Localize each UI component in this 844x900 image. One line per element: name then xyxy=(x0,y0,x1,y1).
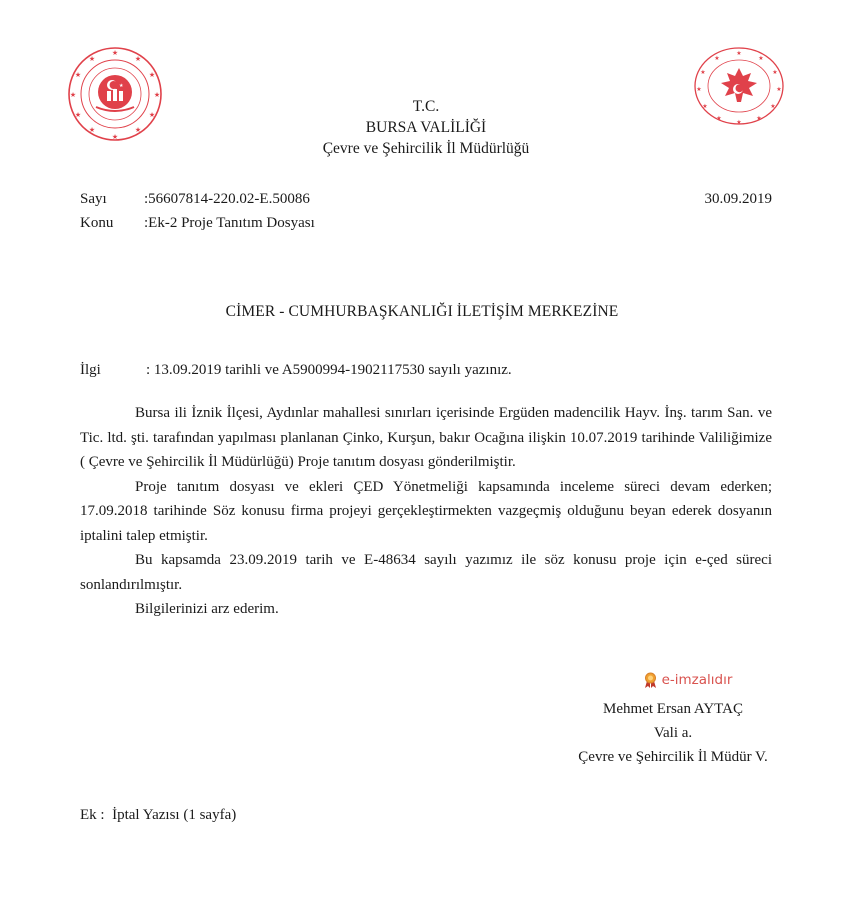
svg-text:★: ★ xyxy=(714,56,720,62)
svg-text:★: ★ xyxy=(700,70,706,76)
signer-title: Vali a. xyxy=(653,724,693,741)
svg-text:★: ★ xyxy=(111,133,119,141)
svg-text:★: ★ xyxy=(758,56,764,62)
header-tc: T.C. xyxy=(412,98,440,115)
konu-row xyxy=(80,215,315,232)
paragraph: Bursa ili İznik İlçesi, Aydınlar mahallesi sınırları içerisinde Ergüden madencilik Hayv. İnş. tarım San. ve Tic. ltd. şti. tarafından yapılması planlanan Çinko, Kurşun, bakır Ocağına ilişkin 10.07.2019 tarihinde Valiliğimize ( Çevre ve Şehircilik İl Müdürlüğü) Proje tanıtım dosyası gönderilmiştir. xyxy=(80,405,772,470)
svg-text:★: ★ xyxy=(772,70,778,76)
konu-value: :Ek-2 Proje Tanıtım Dosyası xyxy=(144,215,315,231)
recipient: CİMER - CUMHURBAŞKANLIĞI İLETİŞİM MERKEZİNE xyxy=(225,303,619,320)
paragraph: Proje tanıtım dosyası ve ekleri ÇED Yönetmeliği kapsamında inceleme süreci devam ederken; 17.09.2018 tarihinde Söz konusu firma projeyi gerçekleştirmekten vazgeçmiş olduğunu beyan ederek dosyanın iptalini talep etmiştir. xyxy=(80,478,772,544)
letter-header xyxy=(0,96,844,159)
svg-text:★: ★ xyxy=(716,116,722,122)
svg-text:★: ★ xyxy=(119,84,124,89)
sayi-value: :56607814-220.02-E.50086 xyxy=(144,191,310,207)
svg-text:★: ★ xyxy=(74,71,82,79)
ilgi-label: İlgi xyxy=(80,362,101,378)
paragraph: Bilgilerinizi arz ederim. xyxy=(135,601,279,617)
svg-text:★: ★ xyxy=(69,91,77,99)
svg-text:★: ★ xyxy=(134,126,142,134)
ilgi-value: : 13.09.2019 tarihli ve A5900994-1902117530 sayılı yazınız. xyxy=(146,362,512,378)
attachment-note: Ek : İptal Yazısı (1 sayfa) xyxy=(80,807,237,823)
svg-text:★: ★ xyxy=(88,55,96,63)
e-signature-label: e-imzalıdır xyxy=(661,672,733,688)
svg-text:★: ★ xyxy=(770,104,776,110)
signature-block xyxy=(520,668,826,769)
svg-text:★: ★ xyxy=(74,111,82,119)
header-directorate: Çevre ve Şehircilik İl Müdürlüğü xyxy=(322,140,530,157)
konu-label: Konu xyxy=(80,215,114,231)
svg-text:★: ★ xyxy=(148,111,156,119)
ribbon-badge-icon xyxy=(644,672,657,689)
svg-text:★: ★ xyxy=(153,91,161,99)
svg-text:★: ★ xyxy=(134,55,142,63)
signer-name: Mehmet Ersan AYTAÇ xyxy=(603,700,743,717)
signer-position: Çevre ve Şehircilik İl Müdür V. xyxy=(578,748,768,765)
svg-text:★: ★ xyxy=(756,116,762,122)
paragraph: Bu kapsamda 23.09.2019 tarih ve E-48634 sayılı yazımız ile söz konusu proje için e-çed süreci sonlandırılmıştır. xyxy=(80,552,772,593)
e-signature xyxy=(520,668,826,697)
svg-text:★: ★ xyxy=(111,49,119,57)
svg-text:★: ★ xyxy=(88,126,96,134)
svg-text:★: ★ xyxy=(696,87,702,93)
svg-text:★: ★ xyxy=(148,71,156,79)
letter-date: 30.09.2019 xyxy=(704,191,772,207)
letter-body xyxy=(80,401,772,622)
sayi-row xyxy=(80,191,310,208)
svg-text:★: ★ xyxy=(776,87,782,93)
header-governorship: BURSA VALİLİĞİ xyxy=(365,119,487,136)
svg-text:★: ★ xyxy=(736,51,742,57)
svg-text:★: ★ xyxy=(736,120,742,126)
svg-text:★: ★ xyxy=(702,104,708,110)
ilgi-row xyxy=(80,362,512,379)
sayi-label: Sayı xyxy=(80,191,107,207)
